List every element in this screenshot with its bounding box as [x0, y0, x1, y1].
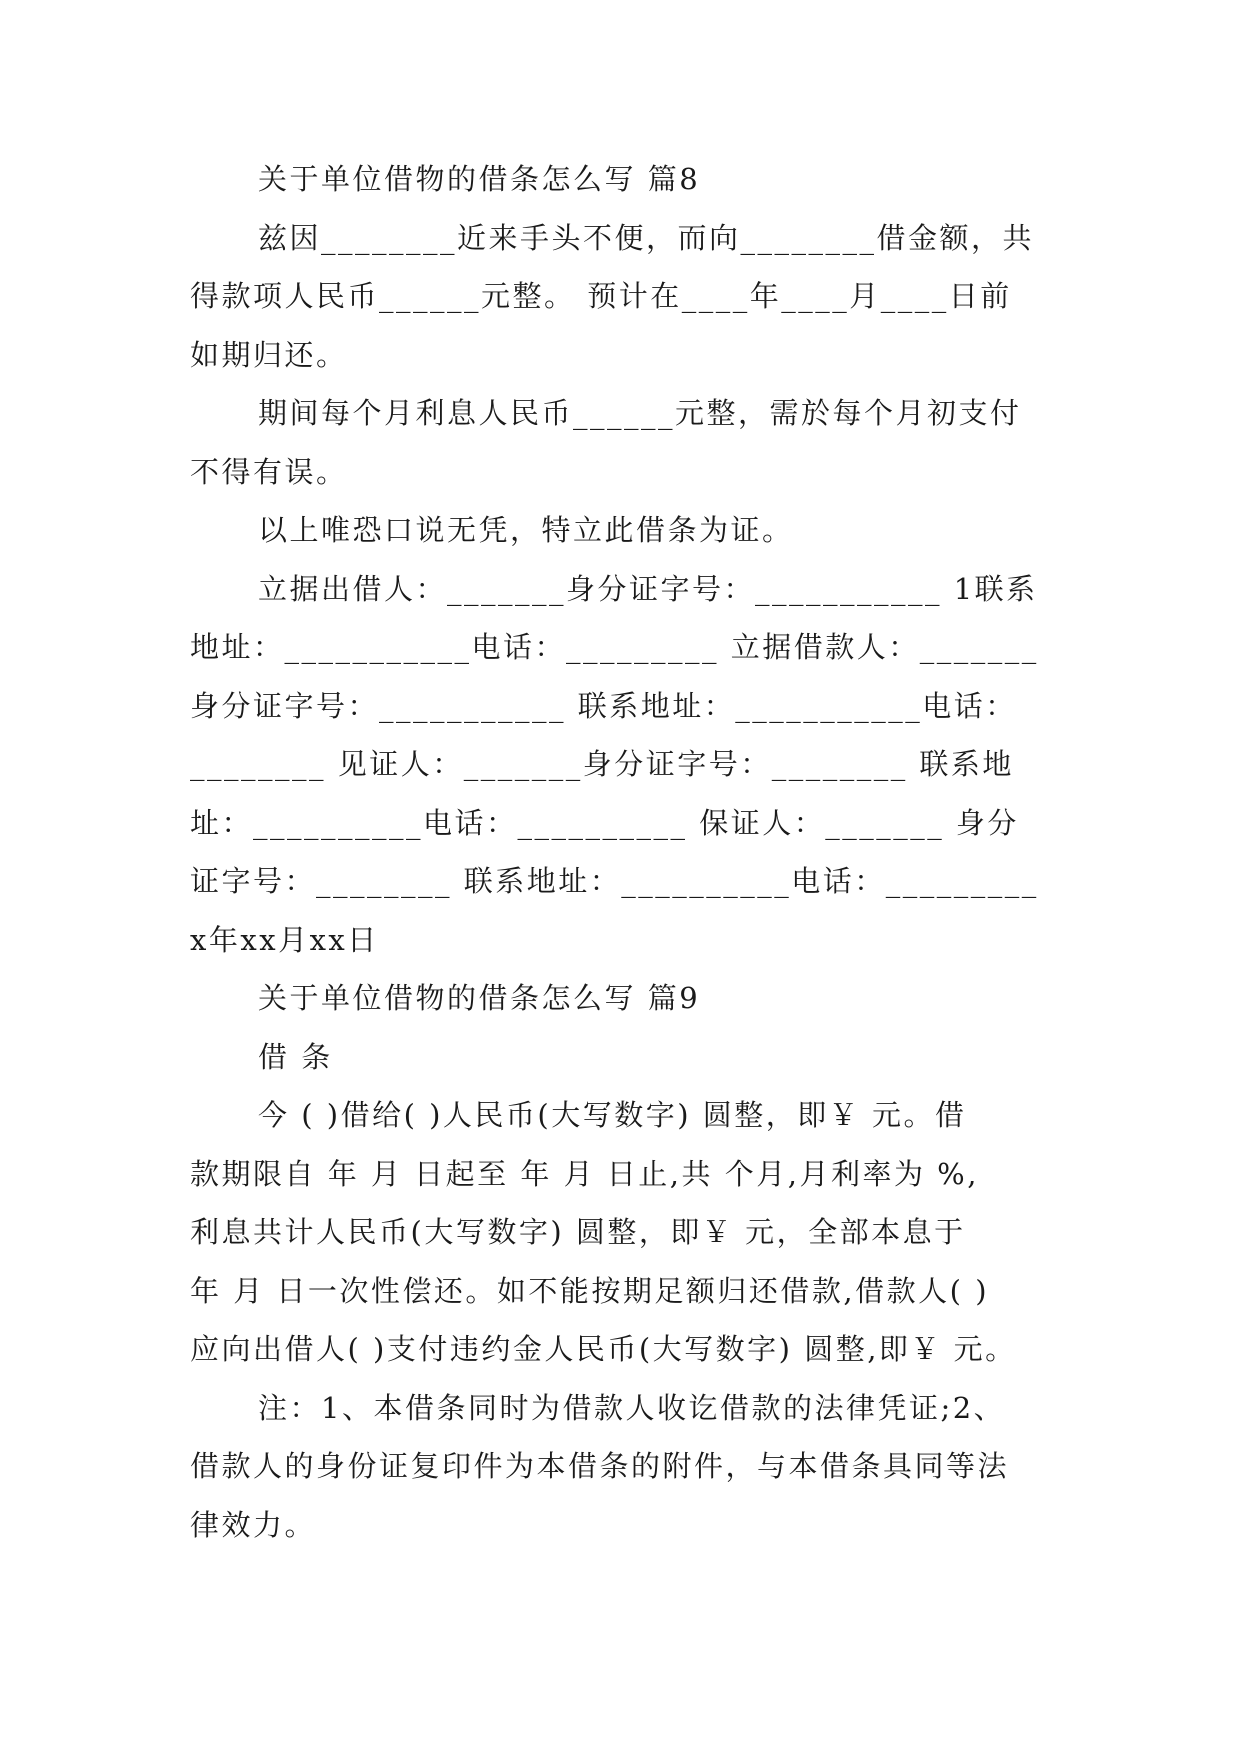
paragraph-line: 利息共计人民币(大写数字) 圆整，即￥ 元，全部本息于: [190, 1215, 966, 1249]
paragraph-line: 址：__________电话：__________ 保证人：_______ 身分: [190, 805, 1019, 840]
document-title: 借 条: [258, 1039, 333, 1074]
paragraph-line: 应向出借人( )支付违约金人民币(大写数字) 圆整,即￥ 元。: [190, 1332, 1017, 1366]
paragraph-line: 身分证字号：___________ 联系地址：___________电话：: [190, 688, 1017, 723]
paragraph-line: 以上唯恐口说无凭，特立此借条为证。: [258, 513, 794, 547]
paragraph-line: 兹因________近来手头不便，而向________借金额，共: [258, 220, 1035, 255]
paragraph-line: 年 月 日一次性偿还。如不能按期足额归还借款,借款人( ): [190, 1273, 990, 1308]
document-body: [190, 150, 1055, 1554]
note-line: 律效力。: [190, 1507, 317, 1542]
paragraph-line: ________ 见证人：_______身分证字号：________ 联系地: [190, 747, 1014, 781]
section-heading-9: 关于单位借物的借条怎么写 篇9: [258, 981, 701, 1015]
paragraph-line: 证字号：________ 联系地址：__________电话：_________: [190, 864, 1039, 898]
note-line: 注：1、本借条同时为借款人收讫借款的法律凭证;2、: [258, 1390, 1006, 1425]
paragraph-line: 不得有误。: [190, 454, 348, 489]
date-line: x年xx月xx日: [190, 922, 379, 957]
note-line: 借款人的身份证复印件为本借条的附件，与本借条具同等法: [190, 1449, 1010, 1483]
paragraph-line: 期间每个月利息人民币______元整，需於每个月初支付: [258, 396, 1022, 430]
paragraph-line: 立据出借人：_______身分证字号：___________ 1联系: [258, 571, 1038, 606]
paragraph-line: 今 ( )借给( )人民币(大写数字) 圆整，即￥ 元。借: [258, 1098, 967, 1132]
paragraph-line: 款期限自 年 月 日起至 年 月 日止,共 个月,月利率为 %,: [190, 1156, 979, 1191]
section-heading-8: 关于单位借物的借条怎么写 篇8: [258, 162, 701, 196]
paragraph-line: 得款项人民币______元整。 预计在____年____月____日前: [190, 279, 1012, 313]
paragraph-line: 地址：___________电话：_________ 立据借款人：_______: [190, 630, 1039, 664]
paragraph-line: 如期归还。: [190, 337, 348, 372]
